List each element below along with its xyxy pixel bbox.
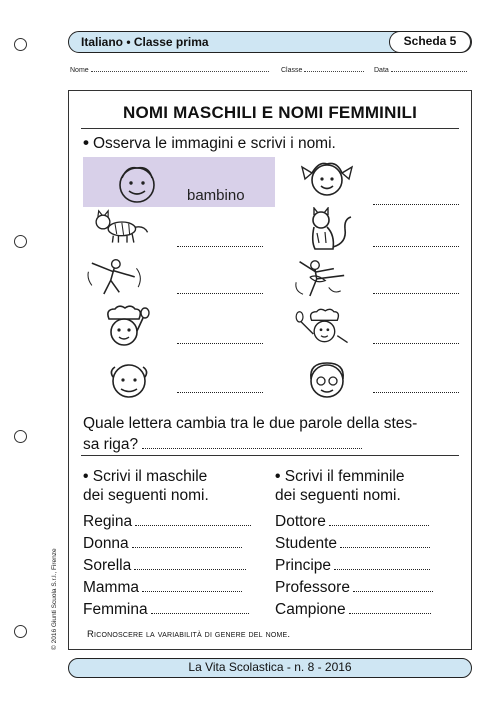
answer-line[interactable]	[373, 334, 459, 344]
binder-hole	[14, 430, 27, 443]
word-row[interactable]	[83, 513, 251, 531]
girl-face-icon	[297, 155, 357, 201]
grandmother-icon	[297, 357, 357, 403]
date-label: Data	[374, 67, 389, 74]
header-bar	[68, 31, 472, 53]
word-answer-line[interactable]	[135, 514, 251, 526]
word-row[interactable]	[83, 601, 249, 619]
subject-label: Italiano • Classe prima	[81, 35, 209, 49]
word-label: Donna	[83, 535, 129, 552]
word-label: Mamma	[83, 579, 139, 596]
name-field[interactable]	[70, 66, 269, 74]
male-cook-icon	[95, 305, 155, 351]
question-answer-line[interactable]	[142, 437, 362, 449]
question-line1: Quale lettera cambia tra le due parole della stes-	[83, 415, 418, 432]
binder-hole	[14, 625, 27, 638]
word-label: Femmina	[83, 601, 148, 618]
sheet-label: Scheda 5	[389, 31, 471, 53]
instruction-line	[83, 133, 336, 153]
bullet-icon: •	[83, 133, 89, 152]
date-dots	[391, 66, 467, 72]
answer-line[interactable]	[373, 237, 459, 247]
date-field[interactable]	[374, 66, 467, 74]
word-answer-line[interactable]	[134, 558, 246, 570]
bullet-icon: •	[83, 468, 89, 485]
masculine-heading-line1: Scrivi il maschile	[92, 468, 208, 485]
page-title: NOMI MASCHILI E NOMI FEMMINILI	[122, 103, 418, 122]
word-row[interactable]	[83, 557, 246, 575]
word-answer-line[interactable]	[334, 558, 430, 570]
worksheet-box	[68, 90, 472, 650]
learning-objective: Riconoscere la variabilità di genere del nome.	[87, 629, 291, 640]
class-dots	[304, 66, 364, 72]
word-answer-line[interactable]	[329, 514, 429, 526]
footer-bar	[68, 658, 472, 678]
feminine-section	[275, 467, 455, 618]
female-cook-icon	[291, 305, 351, 351]
masculine-heading	[83, 467, 263, 505]
answer-line[interactable]	[373, 284, 459, 294]
male-dancer-icon	[85, 253, 145, 299]
word-row[interactable]	[83, 579, 242, 597]
feminine-heading-line1: Scrivi il femminile	[284, 468, 405, 485]
word-answer-line[interactable]	[142, 580, 242, 592]
feminine-heading	[275, 467, 455, 505]
female-dancer-icon	[291, 255, 351, 301]
word-row[interactable]	[83, 535, 242, 553]
word-row[interactable]	[275, 557, 430, 575]
title-rule	[81, 128, 459, 129]
word-label: Studente	[275, 535, 338, 552]
section-rule	[81, 455, 459, 456]
word-label: Regina	[83, 513, 133, 530]
word-row[interactable]	[275, 601, 431, 619]
boy-face-icon	[107, 161, 167, 207]
cat-male-icon	[91, 205, 151, 251]
word-answer-line[interactable]	[340, 536, 430, 548]
word-label: Principe	[275, 557, 331, 574]
word-answer-line[interactable]	[349, 602, 431, 614]
class-field[interactable]	[281, 66, 364, 74]
word-answer-line[interactable]	[132, 536, 242, 548]
word-row[interactable]	[275, 513, 429, 531]
answer-line[interactable]	[177, 334, 263, 344]
binder-hole	[14, 235, 27, 248]
word-label: Dottore	[275, 513, 326, 530]
class-label: Classe	[281, 67, 303, 74]
bullet-icon: •	[275, 468, 281, 485]
word-label: Sorella	[83, 557, 132, 574]
answer-line[interactable]	[177, 237, 263, 247]
grandfather-icon	[101, 357, 161, 403]
word-label: Professore	[275, 579, 350, 596]
name-label: Nome	[70, 67, 89, 74]
word-row[interactable]	[275, 579, 433, 597]
binder-hole	[14, 38, 27, 51]
instruction-text: Osserva le immagini e scrivi i nomi.	[92, 135, 336, 152]
name-dots	[91, 66, 269, 72]
answer-line[interactable]	[177, 383, 263, 393]
word-answer-line[interactable]	[353, 580, 433, 592]
word-label: Campione	[275, 601, 346, 618]
word-row[interactable]	[275, 535, 430, 553]
answer-line[interactable]	[373, 195, 459, 205]
question-line2: sa riga?	[83, 436, 139, 453]
example-answer: bambino	[187, 187, 245, 204]
answer-line[interactable]	[373, 383, 459, 393]
footer-text: La Vita Scolastica - n. 8 - 2016	[188, 660, 352, 674]
answer-line[interactable]	[177, 284, 263, 294]
question-text	[83, 413, 463, 455]
masculine-heading-line2: dei seguenti nomi.	[83, 487, 209, 504]
copyright-notice: © 2016 Giunti Scuola S.r.l., Firenze	[51, 548, 58, 650]
cat-female-icon	[299, 207, 359, 253]
masculine-section	[83, 467, 263, 618]
feminine-heading-line2: dei seguenti nomi.	[275, 487, 401, 504]
word-answer-line[interactable]	[151, 602, 249, 614]
